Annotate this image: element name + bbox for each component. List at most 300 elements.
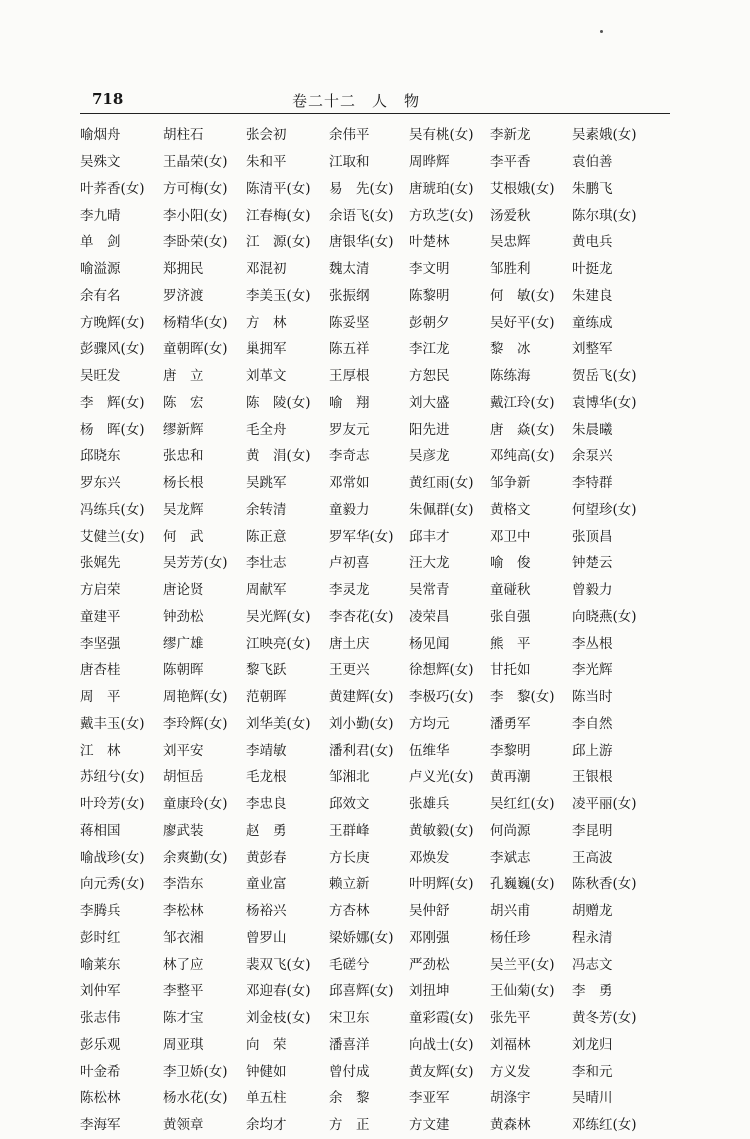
name-entry: 彭骤风(女) — [80, 341, 145, 358]
name-entry: 叶荞香(女) — [80, 180, 145, 197]
name-entry: 李特群 — [572, 475, 613, 492]
name-row — [80, 1005, 680, 1032]
name-entry: 方文建 — [409, 1117, 450, 1134]
name-entry: 童建平 — [80, 608, 121, 625]
name-entry: 冯志文 — [572, 956, 613, 973]
name-entry: 苏纽兮(女) — [80, 769, 145, 786]
scan-speck — [600, 30, 603, 33]
name-entry: 张会初 — [246, 127, 287, 144]
name-entry: 陈清平(女) — [246, 180, 311, 197]
name-entry: 赵 勇 — [246, 822, 287, 839]
name-entry: 叶金希 — [80, 1063, 121, 1080]
name-entry: 黄友辉(女) — [409, 1063, 474, 1080]
name-entry: 钟楚云 — [572, 555, 613, 572]
name-row — [80, 764, 680, 791]
name-entry: 黄敏毅(女) — [409, 822, 474, 839]
name-row — [80, 657, 680, 684]
name-entry: 刘龙归 — [572, 1036, 613, 1053]
name-entry: 魏太清 — [329, 261, 370, 278]
name-entry: 李江龙 — [409, 341, 450, 358]
name-entry: 袁伯善 — [572, 154, 613, 171]
name-entry: 吴常青 — [409, 582, 450, 599]
name-entry: 贺岳飞(女) — [572, 368, 637, 385]
name-entry: 吴殊文 — [80, 154, 121, 171]
name-entry: 吴有桃(女) — [409, 127, 474, 144]
name-entry: 何望珍(女) — [572, 501, 637, 518]
name-entry: 刘华美(女) — [246, 715, 311, 732]
name-entry: 陈才宝 — [163, 1010, 204, 1027]
name-entry: 缪广雄 — [163, 635, 204, 652]
name-entry: 黄格文 — [490, 501, 531, 518]
name-row — [80, 925, 680, 952]
name-entry: 张自强 — [490, 608, 531, 625]
name-entry: 戴丰玉(女) — [80, 715, 145, 732]
name-entry: 杨水花(女) — [163, 1090, 228, 1107]
name-entry: 王仙菊(女) — [490, 983, 555, 1000]
name-row — [80, 363, 680, 390]
name-row — [80, 497, 680, 524]
name-entry: 李 勇 — [572, 983, 613, 1000]
name-entry: 李小阳(女) — [163, 207, 228, 224]
name-entry: 黄领章 — [163, 1117, 204, 1134]
name-entry: 吴晴川 — [572, 1090, 613, 1107]
name-entry: 李光辉 — [572, 662, 613, 679]
name-entry: 童业富 — [246, 876, 287, 893]
name-entry: 李 辉(女) — [80, 394, 145, 411]
name-entry: 李 黎(女) — [490, 689, 555, 706]
name-row — [80, 844, 680, 871]
name-entry: 张顶昌 — [572, 528, 613, 545]
name-row — [80, 737, 680, 764]
name-entry: 王晶荣(女) — [163, 154, 228, 171]
name-entry: 陈练海 — [490, 368, 531, 385]
name-entry: 巢拥军 — [246, 341, 287, 358]
name-entry: 李黎明 — [490, 742, 531, 759]
name-entry: 江 林 — [80, 742, 121, 759]
name-entry: 向元秀(女) — [80, 876, 145, 893]
name-entry: 叶玲芳(女) — [80, 796, 145, 813]
name-entry: 罗友元 — [329, 421, 370, 438]
name-row — [80, 604, 680, 631]
name-entry: 单 剑 — [80, 234, 121, 251]
name-entry: 李亚军 — [409, 1090, 450, 1107]
name-entry: 李腾兵 — [80, 903, 121, 920]
name-entry: 潘利君(女) — [329, 742, 394, 759]
name-entry: 冯练兵(女) — [80, 501, 145, 518]
name-entry: 张志伟 — [80, 1010, 121, 1027]
name-entry: 梁娇娜(女) — [329, 929, 394, 946]
name-entry: 黄红雨(女) — [409, 475, 474, 492]
name-entry: 张忠和 — [163, 448, 204, 465]
name-entry: 刘革文 — [246, 368, 287, 385]
name-entry: 李极巧(女) — [409, 689, 474, 706]
name-entry: 唐杏桂 — [80, 662, 121, 679]
name-entry: 刘福林 — [490, 1036, 531, 1053]
name-entry: 罗军华(女) — [329, 528, 394, 545]
name-row — [80, 443, 680, 470]
name-entry: 方 正 — [329, 1117, 370, 1134]
name-entry: 蒋相国 — [80, 822, 121, 839]
name-entry: 李平香 — [490, 154, 531, 171]
name-entry: 唐琥珀(女) — [409, 180, 474, 197]
name-entry: 邓混初 — [246, 261, 287, 278]
name-entry: 毛龙根 — [246, 769, 287, 786]
name-entry: 孔巍巍(女) — [490, 876, 555, 893]
name-entry: 邹衣湘 — [163, 929, 204, 946]
name-entry: 彭时红 — [80, 929, 121, 946]
name-entry: 黄 涓(女) — [246, 448, 311, 465]
name-entry: 吴龙辉 — [163, 501, 204, 518]
name-entry: 李整平 — [163, 983, 204, 1000]
name-entry: 李松林 — [163, 903, 204, 920]
name-entry: 方长庚 — [329, 849, 370, 866]
name-entry: 吴素娥(女) — [572, 127, 637, 144]
name-row — [80, 283, 680, 310]
name-entry: 邓练红(女) — [572, 1117, 637, 1134]
name-entry: 余有名 — [80, 287, 121, 304]
name-entry: 阳先进 — [409, 421, 450, 438]
name-entry: 方恕民 — [409, 368, 450, 385]
name-entry: 熊 平 — [490, 635, 531, 652]
name-entry: 张振纲 — [329, 287, 370, 304]
name-entry: 李壮志 — [246, 555, 287, 572]
name-entry: 童朝晖(女) — [163, 341, 228, 358]
name-entry: 毛磋兮 — [329, 956, 370, 973]
name-entry: 胡柱石 — [163, 127, 204, 144]
name-entry: 凌荣昌 — [409, 608, 450, 625]
name-row — [80, 229, 680, 256]
name-entry: 方杏林 — [329, 903, 370, 920]
name-entry: 江映亮(女) — [246, 635, 311, 652]
name-row — [80, 1085, 680, 1112]
name-row — [80, 176, 680, 203]
name-entry: 汤爱秋 — [490, 207, 531, 224]
name-entry: 唐 立 — [163, 368, 204, 385]
name-entry: 邹湘北 — [329, 769, 370, 786]
name-entry: 王厚根 — [329, 368, 370, 385]
name-entry: 杨长根 — [163, 475, 204, 492]
name-entry: 艾健兰(女) — [80, 528, 145, 545]
name-row — [80, 523, 680, 550]
name-entry: 邱上游 — [572, 742, 613, 759]
name-entry: 江 源(女) — [246, 234, 311, 251]
name-entry: 陈当时 — [572, 689, 613, 706]
name-entry: 王更兴 — [329, 662, 370, 679]
name-entry: 朱佩群(女) — [409, 501, 474, 518]
name-entry: 何 武 — [163, 528, 204, 545]
name-entry: 向晓燕(女) — [572, 608, 637, 625]
name-entry: 方启荣 — [80, 582, 121, 599]
name-entry: 王高波 — [572, 849, 613, 866]
name-entry: 严劲松 — [409, 956, 450, 973]
name-entry: 喻 俊 — [490, 555, 531, 572]
name-entry: 刘小勤(女) — [329, 715, 394, 732]
name-entry: 郑拥民 — [163, 261, 204, 278]
name-entry: 刘扭坤 — [409, 983, 450, 1000]
name-entry: 李卧荣(女) — [163, 234, 228, 251]
name-entry: 余转清 — [246, 501, 287, 518]
name-entry: 方晚辉(女) — [80, 314, 145, 331]
name-entry: 邱晓东 — [80, 448, 121, 465]
name-row — [80, 416, 680, 443]
name-entry: 曾付成 — [329, 1063, 370, 1080]
name-entry: 唐银华(女) — [329, 234, 394, 251]
page-number: 718 — [92, 90, 124, 108]
name-entry: 潘勇军 — [490, 715, 531, 732]
name-entry: 张娓先 — [80, 555, 121, 572]
header-rule — [80, 113, 670, 114]
name-row — [80, 149, 680, 176]
name-entry: 杨裕兴 — [246, 903, 287, 920]
name-row — [80, 898, 680, 925]
name-entry: 杨任珍 — [490, 929, 531, 946]
name-row — [80, 577, 680, 604]
name-entry: 袁博华(女) — [572, 394, 637, 411]
name-entry: 周 平 — [80, 689, 121, 706]
name-entry: 黎 冰 — [490, 341, 531, 358]
name-entry: 方均元 — [409, 715, 450, 732]
name-row — [80, 818, 680, 845]
name-entry: 吴光辉(女) — [246, 608, 311, 625]
name-entry: 李自然 — [572, 715, 613, 732]
name-entry: 方义发 — [490, 1063, 531, 1080]
name-entry: 刘仲军 — [80, 983, 121, 1000]
name-entry: 李昆明 — [572, 822, 613, 839]
name-entry: 江春梅(女) — [246, 207, 311, 224]
name-entry: 陈秋香(女) — [572, 876, 637, 893]
name-entry: 吴仲舒 — [409, 903, 450, 920]
name-entry: 伍维华 — [409, 742, 450, 759]
name-entry: 程永清 — [572, 929, 613, 946]
name-entry: 童彩霞(女) — [409, 1010, 474, 1027]
name-row — [80, 978, 680, 1005]
name-entry: 喻烟舟 — [80, 127, 121, 144]
name-entry: 王群峰 — [329, 822, 370, 839]
name-row — [80, 390, 680, 417]
name-row — [80, 470, 680, 497]
name-entry: 周晔辉 — [409, 154, 450, 171]
name-entry: 余 黎 — [329, 1090, 370, 1107]
name-entry: 朱晨曦 — [572, 421, 613, 438]
name-entry: 李靖敏 — [246, 742, 287, 759]
name-entry: 陈尔琪(女) — [572, 207, 637, 224]
name-entry: 童康玲(女) — [163, 796, 228, 813]
name-list — [80, 122, 680, 1139]
name-entry: 向 荣 — [246, 1036, 287, 1053]
name-entry: 卢义光(女) — [409, 769, 474, 786]
name-entry: 毛全舟 — [246, 421, 287, 438]
name-entry: 唐论贤 — [163, 582, 204, 599]
name-entry: 裴双飞(女) — [246, 956, 311, 973]
name-entry: 方 林 — [246, 314, 287, 331]
name-row — [80, 122, 680, 149]
name-entry: 刘金枝(女) — [246, 1010, 311, 1027]
name-entry: 杨精华(女) — [163, 314, 228, 331]
name-entry: 甘托如 — [490, 662, 531, 679]
name-entry: 方玖芝(女) — [409, 207, 474, 224]
name-entry: 朱和平 — [246, 154, 287, 171]
name-entry: 潘喜洋 — [329, 1036, 370, 1053]
name-entry: 唐 焱(女) — [490, 421, 555, 438]
name-entry: 吴红红(女) — [490, 796, 555, 813]
name-entry: 彭乐观 — [80, 1036, 121, 1053]
name-entry: 黄再潮 — [490, 769, 531, 786]
name-entry: 黄森林 — [490, 1117, 531, 1134]
name-entry: 李新龙 — [490, 127, 531, 144]
name-entry: 陈松林 — [80, 1090, 121, 1107]
name-entry: 黄彭春 — [246, 849, 287, 866]
name-row — [80, 336, 680, 363]
name-entry: 易 先(女) — [329, 180, 394, 197]
name-entry: 吴好平(女) — [490, 314, 555, 331]
name-entry: 叶明辉(女) — [409, 876, 474, 893]
name-entry: 罗东兴 — [80, 475, 121, 492]
name-entry: 吴芳芳(女) — [163, 555, 228, 572]
name-entry: 李奇志 — [329, 448, 370, 465]
name-row — [80, 951, 680, 978]
name-entry: 陈 陵(女) — [246, 394, 311, 411]
name-entry: 余爽勤(女) — [163, 849, 228, 866]
name-entry: 李斌志 — [490, 849, 531, 866]
running-title: 卷二十二 人 物 — [292, 92, 421, 110]
name-row — [80, 711, 680, 738]
name-entry: 黄电兵 — [572, 234, 613, 251]
name-entry: 喻莱东 — [80, 956, 121, 973]
name-entry: 钟健如 — [246, 1063, 287, 1080]
name-entry: 邓刚强 — [409, 929, 450, 946]
name-entry: 曾毅力 — [572, 582, 613, 599]
name-entry: 钟劲松 — [163, 608, 204, 625]
name-entry: 胡恒岳 — [163, 769, 204, 786]
name-entry: 童毅力 — [329, 501, 370, 518]
name-entry: 喻战珍(女) — [80, 849, 145, 866]
name-entry: 黎飞跃 — [246, 662, 287, 679]
name-entry: 何 敏(女) — [490, 287, 555, 304]
name-entry: 凌平丽(女) — [572, 796, 637, 813]
name-entry: 周献军 — [246, 582, 287, 599]
name-entry: 方可梅(女) — [163, 180, 228, 197]
name-entry: 余均才 — [246, 1117, 287, 1134]
name-entry: 徐想辉(女) — [409, 662, 474, 679]
name-entry: 邹胜利 — [490, 261, 531, 278]
name-entry: 喻 翔 — [329, 394, 370, 411]
name-entry: 李忠良 — [246, 796, 287, 813]
name-entry: 陈五祥 — [329, 341, 370, 358]
name-entry: 李九晴 — [80, 207, 121, 224]
name-entry: 李浩东 — [163, 876, 204, 893]
name-entry: 陈 宏 — [163, 394, 204, 411]
name-entry: 赖立新 — [329, 876, 370, 893]
name-entry: 邓焕发 — [409, 849, 450, 866]
name-entry: 童练成 — [572, 314, 613, 331]
name-entry: 胡兴甫 — [490, 903, 531, 920]
name-row — [80, 1112, 680, 1139]
name-entry: 曾罗山 — [246, 929, 287, 946]
name-entry: 余语飞(女) — [329, 207, 394, 224]
name-entry: 陈黎明 — [409, 287, 450, 304]
name-entry: 邓迎春(女) — [246, 983, 311, 1000]
name-entry: 邱喜辉(女) — [329, 983, 394, 1000]
name-row — [80, 791, 680, 818]
name-entry: 黄建辉(女) — [329, 689, 394, 706]
name-row — [80, 630, 680, 657]
name-entry: 李美玉(女) — [246, 287, 311, 304]
name-entry: 胡赠龙 — [572, 903, 613, 920]
name-entry: 李文明 — [409, 261, 450, 278]
name-entry: 李和元 — [572, 1063, 613, 1080]
name-entry: 朱建良 — [572, 287, 613, 304]
name-entry: 邱丰才 — [409, 528, 450, 545]
name-entry: 陈正意 — [246, 528, 287, 545]
name-entry: 廖武装 — [163, 822, 204, 839]
name-entry: 童碰秋 — [490, 582, 531, 599]
name-entry: 刘平安 — [163, 742, 204, 759]
name-entry: 林了应 — [163, 956, 204, 973]
name-row — [80, 256, 680, 283]
name-entry: 张雄兵 — [409, 796, 450, 813]
name-entry: 缪新辉 — [163, 421, 204, 438]
name-entry: 吴彦龙 — [409, 448, 450, 465]
name-entry: 汪大龙 — [409, 555, 450, 572]
name-entry: 叶楚林 — [409, 234, 450, 251]
name-entry: 范朝晖 — [246, 689, 287, 706]
name-entry: 何尚源 — [490, 822, 531, 839]
name-row — [80, 1058, 680, 1085]
name-entry: 唐土庆 — [329, 635, 370, 652]
name-entry: 邹争新 — [490, 475, 531, 492]
name-entry: 吴跳军 — [246, 475, 287, 492]
name-entry: 李灵龙 — [329, 582, 370, 599]
name-entry: 张先平 — [490, 1010, 531, 1027]
name-entry: 叶挺龙 — [572, 261, 613, 278]
name-entry: 艾根娥(女) — [490, 180, 555, 197]
name-entry: 吴旺发 — [80, 368, 121, 385]
name-entry: 邱效文 — [329, 796, 370, 813]
name-row — [80, 871, 680, 898]
name-entry: 向战士(女) — [409, 1036, 474, 1053]
name-entry: 周亚琪 — [163, 1036, 204, 1053]
name-entry: 陈妥坚 — [329, 314, 370, 331]
name-entry: 喻溢源 — [80, 261, 121, 278]
name-entry: 李坚强 — [80, 635, 121, 652]
name-entry: 卢初喜 — [329, 555, 370, 572]
name-entry: 余泵兴 — [572, 448, 613, 465]
name-entry: 罗济渡 — [163, 287, 204, 304]
name-entry: 江取和 — [329, 154, 370, 171]
name-entry: 朱鹏飞 — [572, 180, 613, 197]
name-entry: 戴江玲(女) — [490, 394, 555, 411]
name-entry: 刘整军 — [572, 341, 613, 358]
name-entry: 周艳辉(女) — [163, 689, 228, 706]
name-entry: 李卫娇(女) — [163, 1063, 228, 1080]
name-entry: 李杏花(女) — [329, 608, 394, 625]
name-row — [80, 1032, 680, 1059]
name-entry: 杨 晖(女) — [80, 421, 145, 438]
name-row — [80, 684, 680, 711]
name-entry: 吴忠辉 — [490, 234, 531, 251]
name-entry: 吴兰平(女) — [490, 956, 555, 973]
name-row — [80, 309, 680, 336]
name-entry: 邓常如 — [329, 475, 370, 492]
name-entry: 黄冬芳(女) — [572, 1010, 637, 1027]
name-entry: 彭朝夕 — [409, 314, 450, 331]
name-entry: 单五柱 — [246, 1090, 287, 1107]
name-entry: 李丛根 — [572, 635, 613, 652]
name-entry: 杨见闻 — [409, 635, 450, 652]
name-entry: 胡涤宇 — [490, 1090, 531, 1107]
name-entry: 王银根 — [572, 769, 613, 786]
name-entry: 刘大盛 — [409, 394, 450, 411]
